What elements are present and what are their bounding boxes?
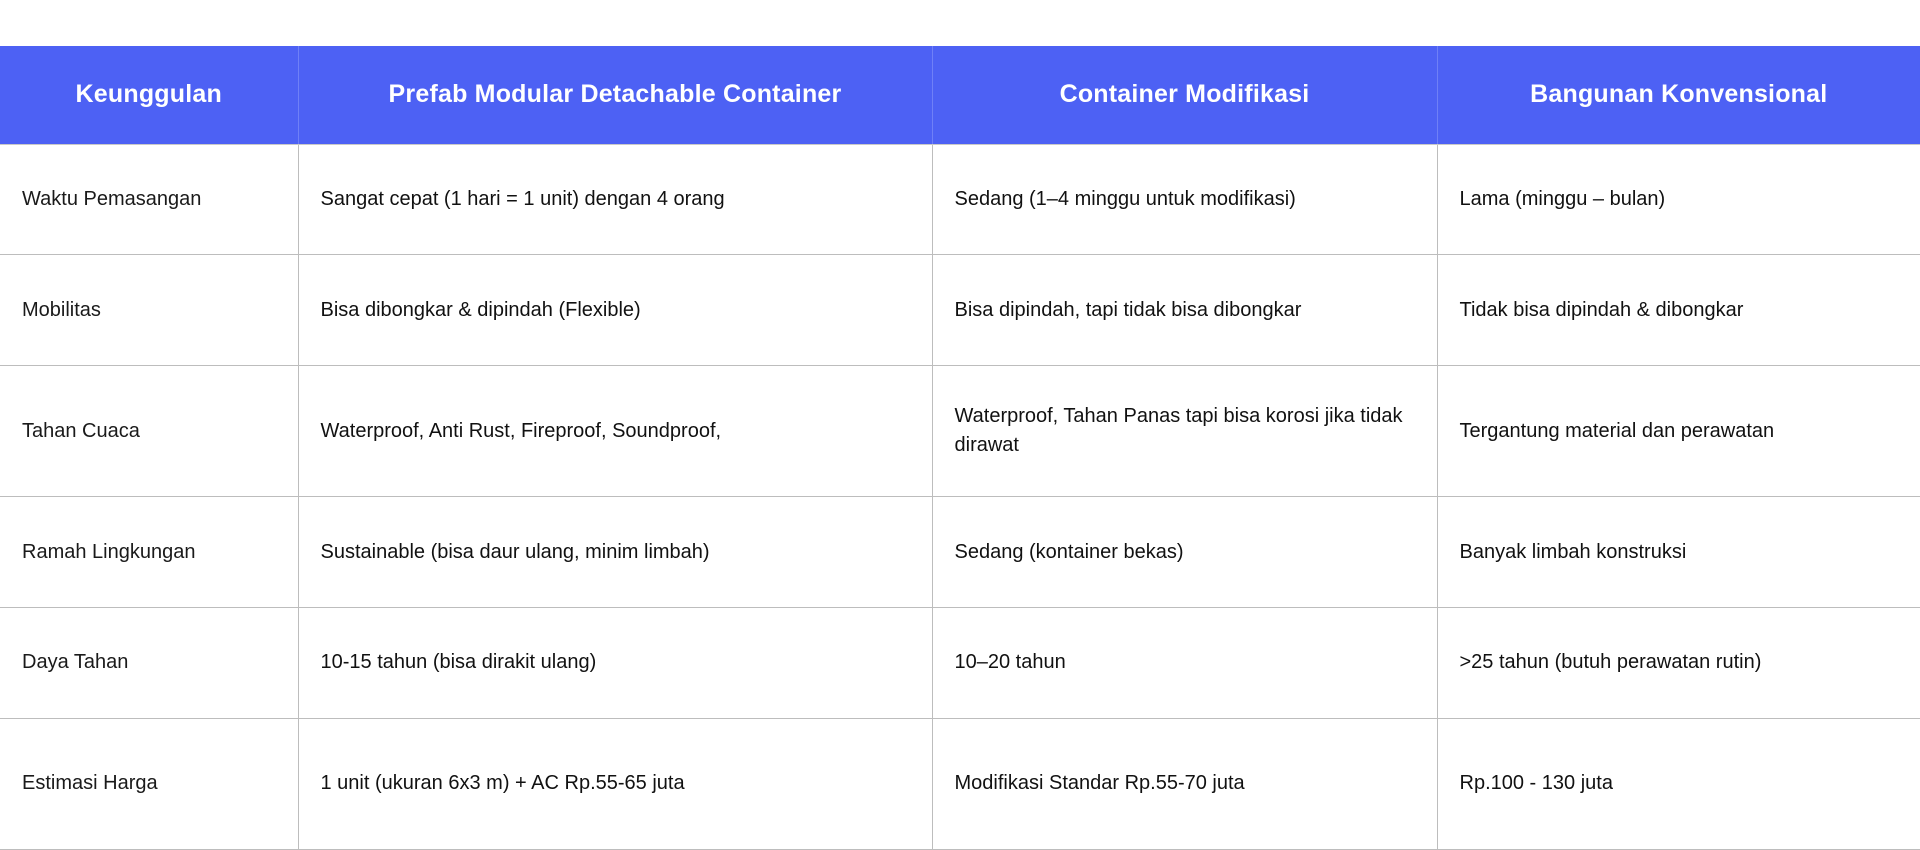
cell-konvensional: Tergantung material dan perawatan [1437, 366, 1920, 497]
cell-konvensional: Banyak limbah konstruksi [1437, 497, 1920, 608]
table-row [0, 366, 1920, 497]
table-row [0, 718, 1920, 849]
table-header [0, 46, 1920, 144]
cell-konvensional: Lama (minggu – bulan) [1437, 144, 1920, 255]
header-row [0, 46, 1920, 144]
row-label: Tahan Cuaca [0, 366, 298, 497]
cell-modifikasi: Sedang (kontainer bekas) [932, 497, 1437, 608]
cell-konvensional: Tidak bisa dipindah & dibongkar [1437, 255, 1920, 366]
table-row [0, 255, 1920, 366]
cell-prefab: Bisa dibongkar & dipindah (Flexible) [298, 255, 932, 366]
cell-prefab: 1 unit (ukuran 6x3 m) + AC Rp.55-65 juta [298, 718, 932, 849]
cell-konvensional: >25 tahun (butuh perawatan rutin) [1437, 608, 1920, 719]
row-label: Ramah Lingkungan [0, 497, 298, 608]
cell-modifikasi: 10–20 tahun [932, 608, 1437, 719]
row-label: Estimasi Harga [0, 718, 298, 849]
column-header-container-modifikasi: Container Modifikasi [932, 46, 1437, 144]
cell-modifikasi: Modifikasi Standar Rp.55-70 juta [932, 718, 1437, 849]
column-header-prefab-modular: Prefab Modular Detachable Container [298, 46, 932, 144]
row-label: Mobilitas [0, 255, 298, 366]
cell-prefab: Sangat cepat (1 hari = 1 unit) dengan 4 orang [298, 144, 932, 255]
table-body [0, 144, 1920, 850]
column-header-bangunan-konvensional: Bangunan Konvensional [1437, 46, 1920, 144]
table-row [0, 144, 1920, 255]
row-label: Waktu Pemasangan [0, 144, 298, 255]
table-row [0, 497, 1920, 608]
cell-konvensional: Rp.100 - 130 juta [1437, 718, 1920, 849]
table-row [0, 608, 1920, 719]
comparison-table [0, 46, 1920, 850]
cell-prefab: Sustainable (bisa daur ulang, minim limbah) [298, 497, 932, 608]
cell-modifikasi: Sedang (1–4 minggu untuk modifikasi) [932, 144, 1437, 255]
cell-modifikasi: Waterproof, Tahan Panas tapi bisa korosi jika tidak dirawat [932, 366, 1437, 497]
column-header-keunggulan: Keunggulan [0, 46, 298, 144]
cell-prefab: Waterproof, Anti Rust, Fireproof, Soundproof, [298, 366, 932, 497]
cell-modifikasi: Bisa dipindah, tapi tidak bisa dibongkar [932, 255, 1437, 366]
cell-prefab: 10-15 tahun (bisa dirakit ulang) [298, 608, 932, 719]
row-label: Daya Tahan [0, 608, 298, 719]
